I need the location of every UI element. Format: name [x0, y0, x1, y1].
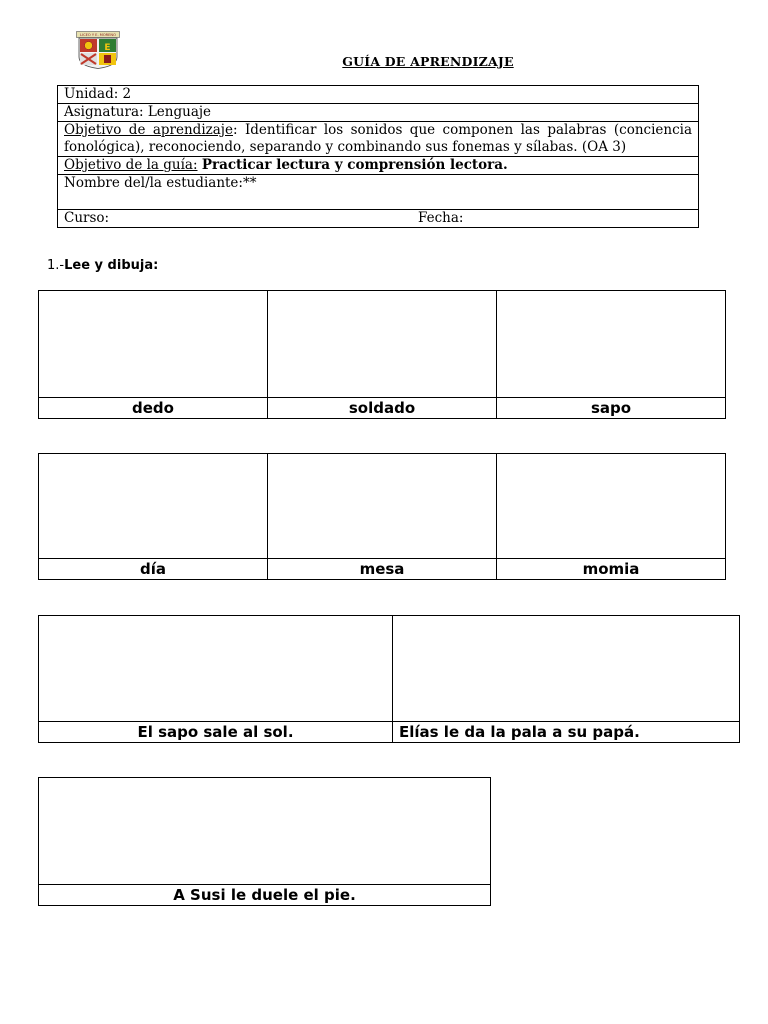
instruction-text: Lee y dibuja: — [64, 258, 159, 273]
drawing-box[interactable] — [268, 454, 497, 559]
unidad-cell: Unidad: 2 — [58, 86, 699, 104]
fecha-label: Fecha: — [418, 210, 464, 226]
sentence-label: A Susi le duele el pie. — [39, 885, 491, 906]
word-label: momia — [497, 559, 726, 580]
sentence-label: El sapo sale al sol. — [39, 722, 393, 743]
word-label: mesa — [268, 559, 497, 580]
drawing-box[interactable] — [39, 616, 393, 722]
drawing-box[interactable] — [268, 291, 497, 398]
curso-label: Curso: — [64, 210, 110, 226]
drawing-box[interactable] — [497, 454, 726, 559]
drawing-box[interactable] — [393, 616, 740, 722]
objetivo-cell — [58, 122, 699, 157]
document-title: GUÍA DE APRENDIZAJE — [342, 54, 514, 69]
svg-text:E: E — [104, 43, 111, 53]
objetivo-text: : Identificar los sonidos que componen las palabras (conciencia fonológica), reconociendo, separando y combinando sus fonemas y sílabas. (OA 3) — [64, 122, 693, 155]
drawing-box[interactable] — [39, 454, 268, 559]
drawing-grid-3 — [38, 615, 740, 743]
drawing-box[interactable] — [39, 778, 491, 885]
guia-text: Practicar lectura y comprensión lectora. — [201, 157, 508, 173]
sentence-label: Elías le da la pala a su papá. — [393, 722, 740, 743]
curso-fecha-cell[interactable] — [58, 210, 699, 228]
guia-label: Objetivo de la guía: — [64, 157, 198, 173]
nombre-field[interactable]: Nombre del/la estudiante:** — [58, 175, 699, 210]
drawing-box[interactable] — [497, 291, 726, 398]
word-label: sapo — [497, 398, 726, 419]
svg-text:LICEO Y E. MORENO: LICEO Y E. MORENO — [80, 33, 116, 37]
word-label: soldado — [268, 398, 497, 419]
objetivo-label: Objetivo de aprendizaje — [64, 122, 233, 138]
guia-cell — [58, 157, 699, 175]
drawing-grid-4 — [38, 777, 491, 906]
word-label: dedo — [39, 398, 268, 419]
drawing-box[interactable] — [39, 291, 268, 398]
word-label: día — [39, 559, 268, 580]
drawing-grid-1 — [38, 290, 726, 419]
asignatura-cell: Asignatura: Lenguaje — [58, 104, 699, 122]
drawing-grid-2 — [38, 453, 726, 580]
student-info-table — [57, 85, 699, 228]
instruction-number: 1.- — [47, 258, 65, 273]
instruction — [47, 258, 158, 273]
